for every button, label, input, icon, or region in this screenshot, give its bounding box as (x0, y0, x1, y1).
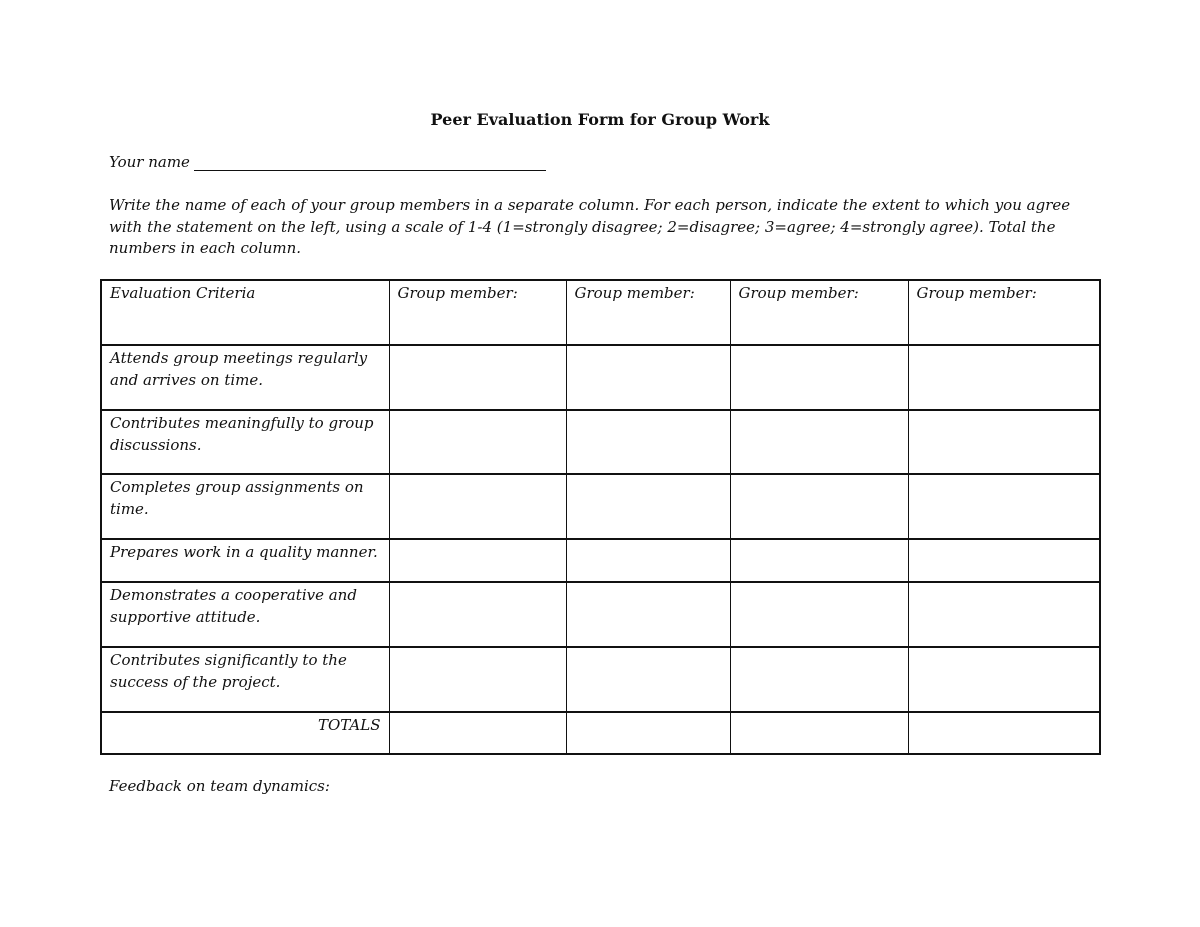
table-header-row (101, 280, 1100, 345)
your-name-field[interactable] (109, 153, 546, 171)
table-row (101, 647, 1100, 712)
member-header-1[interactable]: Group member: (389, 280, 566, 345)
score-cell[interactable] (566, 474, 730, 539)
total-cell[interactable] (908, 712, 1100, 754)
criterion-label: Prepares work in a quality manner. (101, 539, 389, 582)
score-cell[interactable] (566, 647, 730, 712)
member-header-2[interactable]: Group member: (566, 280, 730, 345)
score-cell[interactable] (389, 410, 566, 474)
table-row (101, 410, 1100, 474)
score-cell[interactable] (566, 410, 730, 474)
score-cell[interactable] (389, 474, 566, 539)
feedback-label: Feedback on team dynamics: (109, 777, 330, 795)
score-cell[interactable] (908, 582, 1100, 647)
your-name-blank[interactable] (194, 156, 546, 171)
member-header-4[interactable]: Group member: (908, 280, 1100, 345)
totals-row (101, 712, 1100, 754)
your-name-label: Your name (109, 153, 190, 171)
score-cell[interactable] (730, 474, 908, 539)
score-cell[interactable] (908, 410, 1100, 474)
total-cell[interactable] (730, 712, 908, 754)
score-cell[interactable] (566, 539, 730, 582)
table-row (101, 582, 1100, 647)
score-cell[interactable] (908, 539, 1100, 582)
score-cell[interactable] (730, 647, 908, 712)
score-cell[interactable] (566, 345, 730, 410)
criterion-label: Contributes significantly to the success of the project. (101, 647, 389, 712)
criterion-label: Completes group assignments on time. (101, 474, 389, 539)
score-cell[interactable] (730, 539, 908, 582)
criterion-label: Demonstrates a cooperative and supportive attitude. (101, 582, 389, 647)
criterion-label: Contributes meaningfully to group discussions. (101, 410, 389, 474)
totals-label: TOTALS (101, 712, 389, 754)
score-cell[interactable] (908, 474, 1100, 539)
score-cell[interactable] (389, 647, 566, 712)
table-row (101, 345, 1100, 410)
score-cell[interactable] (730, 410, 908, 474)
member-header-3[interactable]: Group member: (730, 280, 908, 345)
table-row (101, 474, 1100, 539)
score-cell[interactable] (908, 345, 1100, 410)
instructions-text: Write the name of each of your group members in a separate column. For each person, indicate the extent to which you agree with the statement on the left, using a scale of 1-4 (1=strongly disagree; 2=disagree; 3=agree; 4=strongly agree). Total the numbers in each column. (109, 196, 1071, 257)
criterion-label: Attends group meetings regularly and arrives on time. (101, 345, 389, 410)
score-cell[interactable] (730, 345, 908, 410)
score-cell[interactable] (730, 582, 908, 647)
total-cell[interactable] (566, 712, 730, 754)
score-cell[interactable] (566, 582, 730, 647)
score-cell[interactable] (389, 582, 566, 647)
score-cell[interactable] (908, 647, 1100, 712)
table-row (101, 539, 1100, 582)
page-title: Peer Evaluation Form for Group Work (430, 110, 770, 129)
score-cell[interactable] (389, 345, 566, 410)
score-cell[interactable] (389, 539, 566, 582)
total-cell[interactable] (389, 712, 566, 754)
evaluation-table (100, 279, 1101, 755)
criteria-header: Evaluation Criteria (101, 280, 389, 345)
